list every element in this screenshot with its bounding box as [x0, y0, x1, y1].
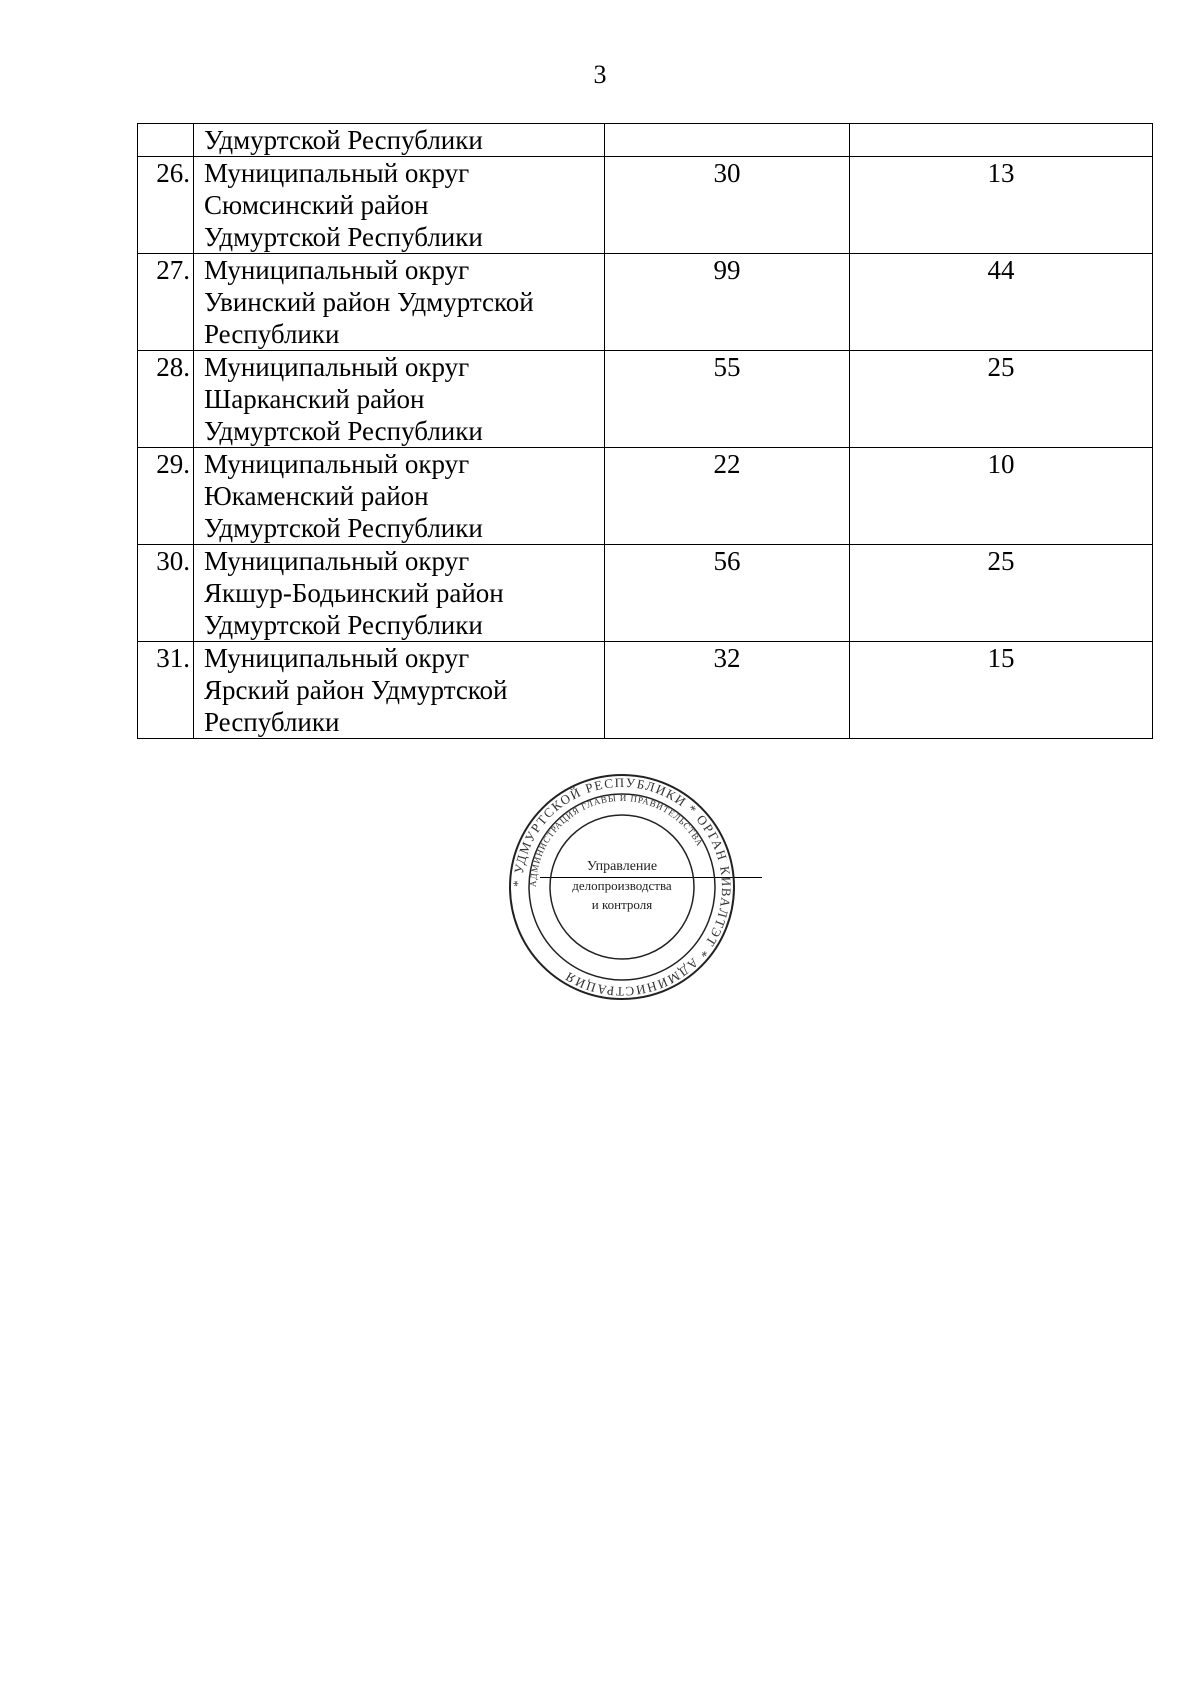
- table-row: [138, 642, 1153, 739]
- table-row: [138, 254, 1153, 351]
- row-name-line: Республики: [204, 707, 340, 737]
- data-table: [137, 123, 1153, 739]
- row-name-line: Муниципальный округ: [204, 449, 470, 479]
- table-row: [138, 448, 1153, 545]
- row-value2-cell: 25: [850, 351, 1153, 448]
- row-value2-cell: 44: [850, 254, 1153, 351]
- row-name-line: Шарканский район: [204, 384, 425, 414]
- row-name-cell: [194, 124, 605, 157]
- row-value1-cell: 56: [605, 545, 850, 642]
- stamp-center-line: делопроизводства: [572, 878, 672, 893]
- row-value2-cell: [850, 124, 1153, 157]
- row-value1-cell: 22: [605, 448, 850, 545]
- row-value2-cell: 15: [850, 642, 1153, 739]
- row-name-cell: [194, 642, 605, 739]
- row-name-line: Муниципальный округ: [204, 546, 470, 576]
- row-name-line: Сюмсинский район: [204, 190, 429, 220]
- row-name-line: Муниципальный округ: [204, 158, 470, 188]
- row-number-cell: 28.: [138, 351, 194, 448]
- row-name-line: Удмуртской Республики: [204, 416, 483, 446]
- row-name-cell: [194, 545, 605, 642]
- row-value2-cell: 25: [850, 545, 1153, 642]
- row-value2-cell: 13: [850, 157, 1153, 254]
- row-name-line: Удмуртской Республики: [204, 513, 483, 543]
- row-name-line: Якшур-Бодьинский район: [204, 578, 504, 608]
- row-number-cell: [138, 124, 194, 157]
- row-name-line: Удмуртской Республики: [204, 610, 483, 640]
- row-value1-cell: 55: [605, 351, 850, 448]
- row-name-line: Удмуртской Республики: [204, 125, 483, 155]
- row-name-line: Муниципальный округ: [204, 352, 470, 382]
- table-row: [138, 545, 1153, 642]
- row-name-line: Муниципальный округ: [204, 643, 470, 673]
- row-value2-cell: 10: [850, 448, 1153, 545]
- row-name-line: Республики: [204, 319, 340, 349]
- row-number-cell: 29.: [138, 448, 194, 545]
- row-name-cell: [194, 351, 605, 448]
- row-number-cell: 26.: [138, 157, 194, 254]
- row-name-line: Ярский район Удмуртской: [204, 675, 508, 705]
- row-number-cell: 27.: [138, 254, 194, 351]
- page-number: 3: [593, 60, 607, 89]
- row-value1-cell: [605, 124, 850, 157]
- stamp-center-line: и контроля: [591, 897, 653, 912]
- stamp-center-line: Управление: [586, 859, 658, 874]
- official-stamp: [507, 772, 737, 1002]
- row-number-cell: 30.: [138, 545, 194, 642]
- row-value1-cell: 32: [605, 642, 850, 739]
- row-name-cell: [194, 157, 605, 254]
- row-value1-cell: 30: [605, 157, 850, 254]
- row-value1-cell: 99: [605, 254, 850, 351]
- row-name-cell: [194, 254, 605, 351]
- table-row: [138, 124, 1153, 157]
- row-name-line: Юкаменский район: [204, 481, 429, 511]
- table-row: [138, 351, 1153, 448]
- row-name-cell: [194, 448, 605, 545]
- stamp-outer-text: * УДМУРТСКОЙ РЕСПУБЛИКИ * ОРГАН КИВАЛТЭТ * АДМИНИСТРАЦИЯ: [509, 774, 735, 1000]
- row-name-line: Удмуртской Республики: [204, 222, 483, 252]
- row-number-cell: 31.: [138, 642, 194, 739]
- row-name-line: Муниципальный округ: [204, 255, 470, 285]
- stamp-inner-text: АДМИНИСТРАЦИЯ ГЛАВЫ И ПРАВИТЕЛЬСТВА: [527, 792, 706, 888]
- row-name-line: Увинский район Удмуртской: [204, 287, 534, 317]
- table-row: [138, 157, 1153, 254]
